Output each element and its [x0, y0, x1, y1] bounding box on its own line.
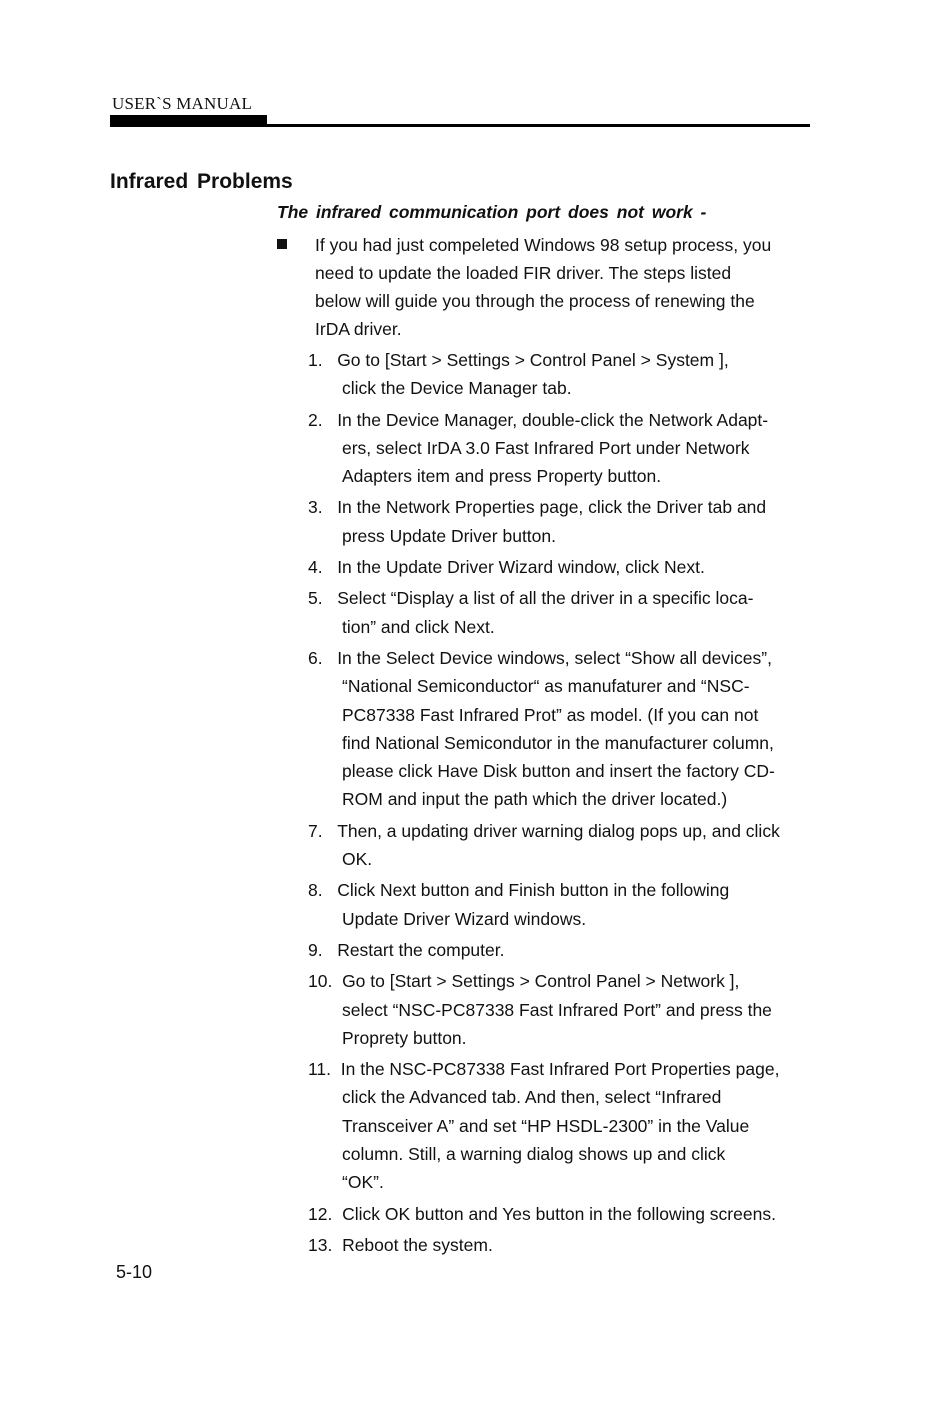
step-line: “OK”. — [342, 1172, 384, 1193]
step-item — [308, 644, 818, 814]
step-line: In the Device Manager, double-click the Network Adapt- — [337, 409, 769, 430]
step-item — [308, 406, 818, 491]
intro-paragraph — [315, 231, 815, 343]
intro-line: If you had just compeleted Windows 98 setup process, you — [315, 235, 772, 255]
step-line: Go to [Start > Settings > Control Panel > System ], — [337, 350, 729, 370]
step-line: Click Next button and Finish button in the following — [337, 880, 730, 901]
step-number: 13. — [308, 1234, 343, 1255]
step-line: find National Semicondutor in the manufacturer column, — [342, 732, 774, 753]
step-number: 2. — [308, 409, 338, 430]
step-item — [308, 936, 818, 964]
step-item — [308, 346, 818, 403]
step-text — [337, 553, 818, 581]
step-line: Click OK button and Yes button in the following screens. — [342, 1203, 776, 1224]
step-item — [308, 967, 818, 1052]
step-number: 3. — [308, 497, 338, 518]
step-text — [342, 1200, 818, 1228]
step-line: Adapters item and press Property button. — [342, 466, 662, 487]
step-line: ers, select IrDA 3.0 Fast Infrared Port under Network — [342, 437, 750, 458]
intro-line: IrDA driver. — [315, 319, 402, 339]
step-item — [308, 1055, 818, 1196]
steps-list — [308, 346, 818, 1262]
step-number: 4. — [308, 557, 338, 578]
step-number: 8. — [308, 880, 338, 901]
step-item — [308, 1231, 818, 1259]
step-line: In the Network Properties page, click the Driver tab and — [337, 497, 767, 518]
step-line: In the Update Driver Wizard window, click Next. — [337, 557, 705, 578]
step-item — [308, 1200, 818, 1228]
step-number: 12. — [308, 1203, 343, 1224]
step-line: column. Still, a warning dialog shows up and click — [342, 1144, 726, 1165]
step-line: Restart the computer. — [337, 939, 505, 960]
step-text — [337, 817, 818, 874]
step-text — [337, 493, 818, 550]
step-line: In the Select Device windows, select “Show all devices”, — [337, 647, 772, 668]
step-number: 7. — [308, 820, 338, 841]
page-number: 5-10 — [116, 1262, 153, 1282]
step-number: 10. — [308, 971, 343, 992]
step-number: 1. — [308, 350, 338, 370]
step-number: 6. — [308, 647, 338, 668]
step-line: Go to [Start > Settings > Control Panel > Network ], — [342, 971, 740, 992]
step-line: Update Driver Wizard windows. — [342, 908, 587, 929]
step-item — [308, 553, 818, 581]
section-title: Infrared Problems — [110, 170, 293, 193]
step-line: ROM and input the path which the driver located.) — [342, 789, 728, 810]
step-text — [337, 936, 818, 964]
step-text — [342, 967, 818, 1052]
step-line: OK. — [342, 849, 373, 870]
step-line: PC87338 Fast Infrared Prot” as model. (If you can not — [342, 704, 759, 725]
step-item — [308, 584, 818, 641]
step-line: Transceiver A” and set “HP HSDL-2300” in the Value — [342, 1115, 750, 1136]
step-number: 11. — [308, 1059, 341, 1080]
intro-line: below will guide you through the process of renewing the — [315, 291, 755, 311]
square-bullet-icon — [277, 239, 287, 249]
step-text — [337, 346, 818, 403]
step-text — [337, 584, 818, 641]
step-line: “National Semiconductor“ as manufaturer and “NSC- — [342, 676, 750, 697]
step-line: press Update Driver button. — [342, 525, 556, 546]
step-number: 9. — [308, 939, 338, 960]
step-line: please click Have Disk button and insert the factory CD- — [342, 761, 775, 782]
running-header: USER`S MANUAL — [112, 94, 253, 113]
step-line: select “NSC-PC87338 Fast Infrared Port” and press the — [342, 999, 772, 1020]
step-text — [341, 1055, 818, 1196]
step-line: Select “Display a list of all the driver in a specific loca- — [337, 588, 754, 609]
step-line: click the Device Manager tab. — [342, 378, 572, 399]
step-number: 5. — [308, 588, 338, 609]
step-item — [308, 876, 818, 933]
header-rule — [110, 124, 810, 127]
problem-subtitle: The infrared communication port does not work - — [277, 202, 707, 222]
step-line: tion” and click Next. — [342, 616, 495, 637]
step-text — [337, 644, 818, 814]
step-line: Then, a updating driver warning dialog pops up, and click — [337, 820, 780, 841]
step-line: Proprety button. — [342, 1027, 467, 1048]
step-item — [308, 817, 818, 874]
step-text — [342, 1231, 818, 1259]
step-line: click the Advanced tab. And then, select “Infrared — [342, 1087, 722, 1108]
intro-line: need to update the loaded FIR driver. The steps listed — [315, 263, 732, 283]
step-item — [308, 493, 818, 550]
step-line: In the NSC-PC87338 Fast Infrared Port Properties page, — [340, 1059, 780, 1080]
step-text — [337, 876, 818, 933]
step-line: Reboot the system. — [342, 1234, 493, 1255]
step-text — [337, 406, 818, 491]
